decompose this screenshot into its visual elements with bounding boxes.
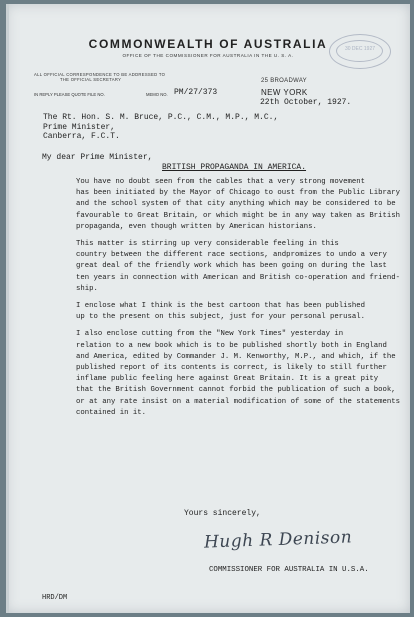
body-line: that the British Government cannot forbid the publication of such a book,: [76, 386, 396, 395]
recipient-block: [43, 113, 278, 142]
address-street: 25 BROADWAY: [261, 78, 307, 84]
letter-page: [6, 4, 410, 613]
body-line: I enclose what I think is the best cartoon that has been published: [76, 302, 366, 311]
correspondence-note: [34, 72, 174, 82]
body-line: I also enclose cutting from the "New York Times" yesterday in: [76, 330, 344, 339]
recipient-line: Prime Minister,: [43, 122, 116, 132]
letterhead-title: COMMONWEALTH OF AUSTRALIA: [88, 37, 328, 51]
salutation: My dear Prime Minister,: [42, 153, 153, 162]
received-stamp: [329, 34, 391, 69]
body-line: ten years in connection with American and British co-operation and friend-: [76, 273, 401, 282]
handwritten-signature: Hugh R Denison: [203, 527, 353, 553]
reply-label: IN REPLY PLEASE QUOTE FILE NO.: [34, 92, 105, 97]
memo-label: MEMO NO.: [146, 92, 168, 97]
letter-body: [42, 177, 401, 425]
paragraph: [42, 329, 401, 419]
body-line: relation to a new book which is to be published shortly both in England: [76, 341, 387, 350]
typist-initials: HRD/DM: [42, 594, 68, 602]
letter-date: 22th October, 1927.: [260, 98, 352, 107]
body-line: This matter is stirring up very considerable feeling in this: [76, 240, 339, 249]
correspondence-note-line1: ALL OFFICIAL CORRESPONDENCE TO BE ADDRESSED TO: [34, 72, 166, 77]
paper-edge: [6, 4, 9, 613]
body-line: propaganda, even though written by American historians.: [76, 222, 317, 231]
stamp-date: 30 DEC 1927: [344, 46, 376, 52]
recipient-line: The Rt. Hon. S. M. Bruce, P.C., C.M., M.P., M.C.,: [43, 113, 279, 122]
body-line: contained in it.: [76, 408, 147, 417]
address-city: NEW YORK: [261, 88, 308, 97]
recipient-line: Canberra, F.C.T.: [43, 132, 120, 142]
letterhead-subtitle: OFFICE OF THE COMMISSIONER FOR AUSTRALIA IN THE U. S. A.: [122, 53, 294, 58]
paragraph: [42, 239, 401, 295]
paragraph: [42, 301, 387, 323]
body-line: and America, edited by Commander J. M. Kenworthy, M.P., and which, if the: [76, 352, 396, 361]
body-line: You have no doubt seen from the cables that a very strong movement: [76, 178, 366, 186]
body-line: has been initiated by the Mayor of Chicago to oust from the Public Library: [76, 189, 401, 198]
body-line: up to the present on this subject, just for your personal perusal.: [76, 313, 366, 322]
closing: Yours sincerely,: [184, 509, 261, 518]
reference-row: [34, 88, 244, 97]
body-line: and the school system of that city anything which may be considered to be: [76, 200, 396, 209]
body-line: or at any rate insist on a material modification of some of the statements: [76, 397, 401, 406]
subject-heading: BRITISH PROPAGANDA IN AMERICA.: [162, 163, 307, 172]
paragraph: [42, 177, 401, 233]
body-line: ship.: [76, 284, 98, 293]
body-line: favourable to Great Britain, or which might be in any way taken as British: [76, 211, 401, 220]
body-line: inflame public feeling here against Great Britain. It is a great pity: [76, 375, 379, 384]
body-line: country between the different race sections, andpromizes to undo a very: [76, 251, 387, 260]
body-line: published report of its contents is correct, is likely to still further: [76, 364, 387, 373]
signatory-title: COMMISSIONER FOR AUSTRALIA IN U.S.A.: [209, 566, 369, 574]
body-line: great deal of the friendly work which has been going on during the last: [76, 262, 387, 271]
correspondence-note-line2: THE OFFICIAL SECRETARY: [60, 77, 122, 83]
memo-number: PM/27/373: [174, 88, 218, 97]
